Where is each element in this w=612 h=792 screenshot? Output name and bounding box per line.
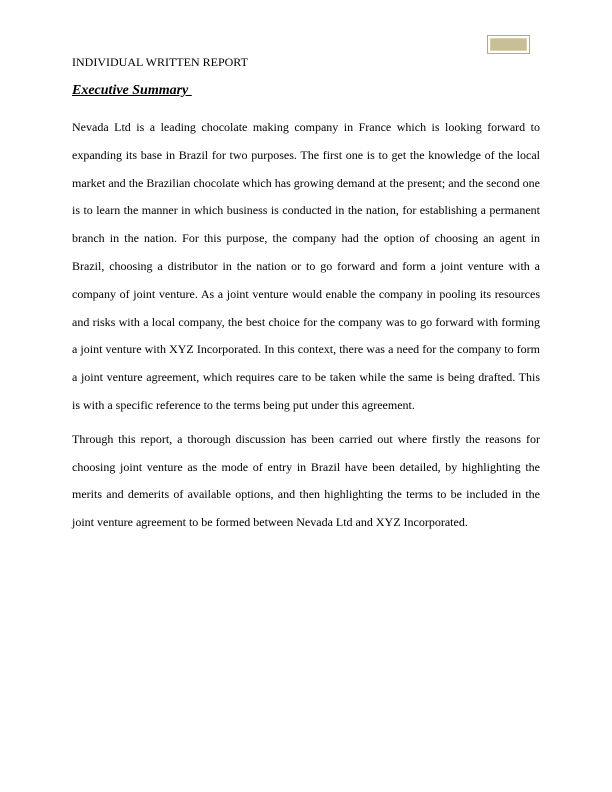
body-text — [72, 114, 540, 543]
header-badge-fill — [490, 38, 527, 51]
paragraph: Through this report, a thorough discussion has been carried out where firstly the reasons for choosing joint venture as the mode of entry in Brazil have been detailed, by highlighting the merits and demerits of available options, and then highlighting the terms to be included in the joint venture agreement to be formed between Nevada Ltd and XYZ Incorporated. — [72, 431, 540, 530]
running-head: INDIVIDUAL WRITTEN REPORT — [72, 55, 248, 69]
section-heading: Executive Summary — [72, 83, 192, 98]
header-badge — [487, 35, 530, 54]
paragraph: Nevada Ltd is a leading chocolate making company in France which is looking forward to expanding its base in Brazil for two purposes. The first one is to get the knowledge of the local market and the Brazilian chocolate which has growing demand at the present; and the second one is to learn the manner in which business is conducted in the nation, for establishing a permanent branch in the nation. For this purpose, the company had the option of choosing an agent in Brazil, choosing a distributor in the nation or to go forward and form a joint venture with a company of joint venture. As a joint venture would enable the company in pooling its resources and risks with a local company, the best choice for the company was to go forward with forming a joint venture with XYZ Incorporated. In this context, there was a need for the company to form a joint venture agreement, which requires care to be taken while the same is being drafted. This is with a specific reference to the terms being put under this agreement. — [72, 120, 540, 412]
